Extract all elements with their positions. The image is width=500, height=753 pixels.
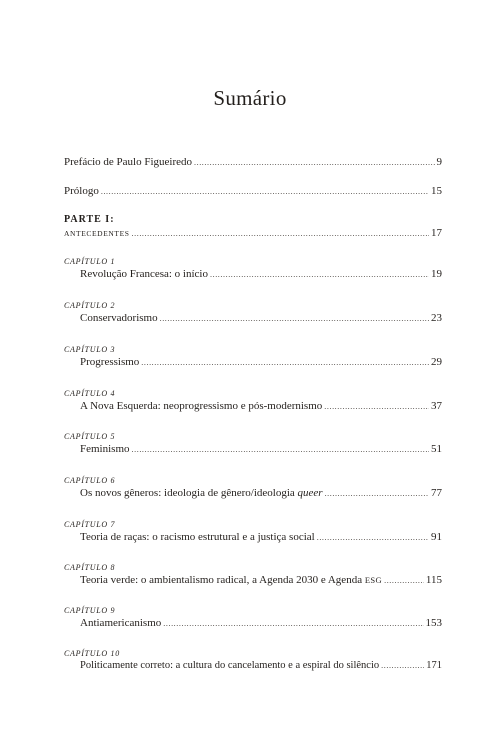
chapter-page: 19 — [431, 268, 442, 280]
dot-leader — [325, 489, 429, 498]
toc-chapter-8[interactable] — [64, 563, 442, 586]
chapter-page: 77 — [431, 487, 442, 499]
dot-leader — [163, 619, 423, 628]
toc-chapter-10[interactable] — [64, 649, 442, 671]
chapter-label: CAPÍTULO 4 — [64, 389, 116, 398]
chapter-label: CAPÍTULO 9 — [64, 606, 116, 615]
toc-chapter-7[interactable] — [64, 520, 442, 543]
toc-chapter-4[interactable] — [64, 389, 442, 412]
entry-title: Prólogo — [64, 185, 99, 197]
toc-chapter-2[interactable] — [64, 301, 442, 324]
chapter-page: 23 — [431, 312, 442, 324]
chapter-label: CAPÍTULO 7 — [64, 520, 116, 529]
chapter-page: 115 — [425, 574, 442, 586]
chapter-page: 91 — [431, 531, 442, 543]
page-title: Sumário — [213, 86, 287, 110]
chapter-title: Revolução Francesa: o início — [80, 268, 208, 280]
dot-leader — [324, 402, 429, 411]
chapter-title: Antiamericanismo — [80, 617, 162, 629]
chapter-page: 37 — [431, 400, 442, 412]
chapter-label: CAPÍTULO 6 — [64, 476, 116, 485]
dot-leader — [132, 445, 429, 454]
chapter-label: CAPÍTULO 1 — [64, 257, 116, 266]
dot-leader — [194, 158, 435, 167]
chapter-page: 153 — [425, 617, 442, 629]
chapter-label: CAPÍTULO 8 — [64, 563, 116, 572]
dot-leader — [141, 358, 429, 367]
chapter-title: Feminismo — [80, 443, 130, 455]
toc-chapter-3[interactable] — [64, 345, 442, 368]
chapter-title: Teoria verde: o ambientalismo radical, a Agenda 2030 e Agenda ESG — [80, 574, 383, 586]
toc-chapter-1[interactable] — [64, 257, 442, 280]
dot-leader — [160, 314, 429, 323]
chapter-page: 51 — [431, 443, 442, 455]
toc-chapter-6[interactable] — [64, 476, 442, 499]
dot-leader — [384, 576, 424, 585]
entry-title: Prefácio de Paulo Figueiredo — [64, 156, 192, 168]
dot-leader — [210, 270, 429, 279]
chapter-title: Os novos gêneros: ideologia de gênero/ideologia queer — [80, 487, 323, 499]
chapter-title: Politicamente correto: a cultura do cancelamento e a espiral do silêncio — [80, 660, 380, 671]
chapter-label: CAPÍTULO 10 — [64, 649, 120, 658]
chapter-title: Teoria de raças: o racismo estrutural e a justiça social — [80, 531, 315, 543]
chapter-title: A Nova Esquerda: neoprogressismo e pós-modernismo — [80, 400, 323, 412]
chapter-title-italic: queer — [297, 487, 323, 499]
toc-chapter-9[interactable] — [64, 606, 442, 629]
toc-chapter-5[interactable] — [64, 432, 442, 455]
dot-leader — [132, 229, 429, 238]
chapter-label: CAPÍTULO 3 — [64, 345, 116, 354]
chapter-title: Progressismo — [80, 356, 140, 368]
chapter-label: CAPÍTULO 5 — [64, 432, 116, 441]
entry-page: 15 — [431, 185, 442, 197]
chapter-title-smallcaps: ESG — [364, 575, 383, 585]
part-title: ANTECEDENTES — [64, 229, 130, 238]
toc-entry-prefacio[interactable] — [64, 156, 442, 168]
toc-entry-prologo[interactable] — [64, 185, 442, 197]
entry-page: 17 — [431, 227, 442, 239]
chapter-title: Conservadorismo — [80, 312, 158, 324]
dot-leader — [317, 533, 429, 542]
chapter-label: CAPÍTULO 2 — [64, 301, 116, 310]
entry-page: 9 — [436, 156, 442, 168]
chapter-page: 171 — [426, 660, 442, 671]
dot-leader — [101, 187, 429, 196]
dot-leader — [381, 661, 424, 670]
toc-part-1[interactable] — [64, 214, 442, 239]
chapter-page: 29 — [431, 356, 442, 368]
part-label: PARTE I: — [64, 214, 115, 225]
